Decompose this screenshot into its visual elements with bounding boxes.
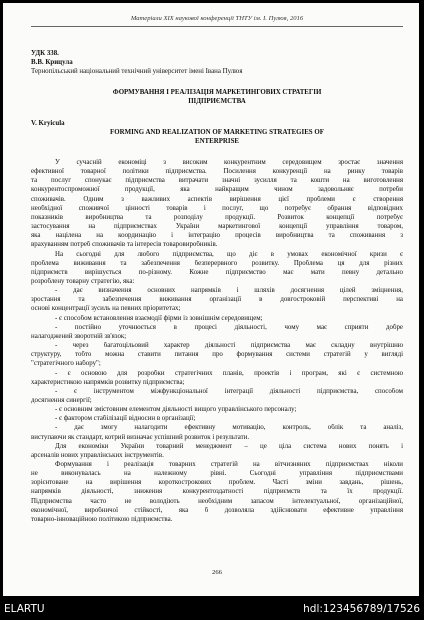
title-ua-line: ФОРМУВАННЯ І РЕАЛІЗАЦІЯ МАРКЕТИНГОВИХ СТРАТЕГІЙ	[112, 89, 322, 96]
repository-name: ELARTU	[4, 603, 45, 615]
body-line: ефективної товарної політики підприємства. Посилення конкуренції на ринку товарів	[31, 168, 403, 176]
body-line: Підприємства часто не володіють необхідним запасом інтелектуальної, організаційної,	[31, 497, 403, 505]
handle-id: hdl:123456789/17526	[303, 603, 420, 615]
body-line: "стратегічного набору";	[31, 360, 101, 368]
body-line: - є фактором стабілізації відносин в організації;	[55, 415, 196, 423]
title-ua-line: ПІДПРИЄМСТВА	[188, 98, 246, 105]
body-line: зорієнтоване на вирішення короткострокових проблем. Часті зміни завдань, рішень,	[31, 479, 403, 487]
body-line: показників виробництва та розподілу продукції. Розвиток концепції потребує	[31, 213, 403, 221]
body-line: - є способом встановлення взаємодії фірми із зовнішнім середовищем;	[55, 314, 263, 322]
body-line: налагоджений зворотній зв'язок;	[31, 332, 127, 340]
body-line: - через багатоцільовий характер діяльності підприємства має складну внутрішню	[55, 342, 403, 349]
body-line: яка націлена на координацію і інтеграцію процесів виробництва та споживання з	[31, 232, 403, 240]
affiliation: Тернопільський національний технічний університет імені Івана Пулюя	[31, 68, 243, 75]
body-line: - є основним змістовним елементом діяльності вищого управлінського персоналу;	[55, 406, 297, 414]
body-line: У сучасній економіці з високим конкурентним середовищем зростає значення	[55, 159, 403, 166]
page-number: 266	[212, 569, 222, 576]
footer-bar	[0, 600, 424, 620]
header-rule	[31, 26, 403, 27]
body-line: - дає визначення основних напрямків і шляхів досягнення цілей зміцнення,	[55, 287, 403, 295]
author-en: V. Kryicula	[31, 120, 65, 127]
body-line: розроблену товарну стратегію, яка:	[31, 277, 135, 285]
body-line: характеристикою напрямків розвитку підприємства;	[31, 378, 185, 386]
body-line: - постійно уточнюється в процесі діяльності, чому має сприяти добре	[55, 323, 403, 331]
body-line: зростання та забезпечення виживання організації в довгостроковій перспективі на	[31, 296, 403, 304]
body-line: та послуг спонукає підприємства витрачати значні зусилля та кошти на виготовлення	[31, 177, 403, 185]
udc-code: УДК 338.	[31, 50, 59, 57]
author-ua: В.В. Крицула	[31, 59, 73, 66]
body-line: - є основою для розробки стратегічних планів, проектів і програм, які є системною	[55, 369, 403, 377]
body-line: На сьогодні для любого підприємства, що діє в умовах економічної кризи є	[55, 250, 403, 258]
body-line: - є інструментом міжфункціональної інтеграції діяльності підприємства, способом	[55, 387, 403, 395]
body-line: виступаючи як стандарт, котрий визначає успішний розвиток і результати.	[31, 433, 250, 441]
title-en-line: ENTERPRISE	[194, 138, 240, 145]
body-line: конкурентоспроможної продукції, яка найкращим чином задовольняє потреби	[31, 186, 403, 194]
body-line: підприємств вирішується по-різному. Кожне підприємство має мати певну детально	[31, 268, 403, 276]
body-line: проблема виживання та забезпечення безперервного розвитку. Проблема ця для різних	[31, 259, 403, 267]
body-line: Формування і реалізація товарних стратегій на вітчизняних підприємствах ніколи	[55, 460, 403, 468]
title-en-line: FORMING AND REALIZATION OF MARKETING STRATEGIES OF	[110, 129, 324, 136]
body-line: застосування на підприємствах України маркетингової концепції управління товаром,	[31, 223, 403, 231]
body-line: споживачів. Одним з важливих аспектів вирішення цієї проблеми є створення	[31, 195, 403, 203]
running-header: Матеріали XIX наукової конференції ТНТУ ім. І. Пулюя, 2016	[130, 15, 304, 22]
body-line: досягнення синергії;	[31, 396, 92, 404]
body-line: не виконувалась на належному рівні. Сьогодні управління підприємствами	[31, 470, 403, 478]
body-line: товарно-інноваційною політикою підприємства.	[31, 515, 173, 523]
document-page	[3, 3, 419, 596]
body-line: арсеналів нових управлінських інструментів.	[31, 451, 164, 459]
body-line: напрямків діяльності, зниження конкурентоздатності підприємств та їх продукції.	[31, 488, 403, 496]
body-line: Для економіки України товарний менеджмент – це ціла система нових понять і	[55, 442, 403, 450]
body-line: структуру, тобто можна ставити питання про формування системи стратегій у вигляді	[31, 351, 403, 359]
body-line: - дає змогу налагодити ефективну мотивацію, контроль, облік та аналіз,	[55, 424, 403, 432]
body-line: необхідної споживчої цінності товарів і послуг, що потребує обрання відповідних	[31, 204, 403, 212]
body-line: економічної, виробничої стійкості, яка б дозволяла здійснювати ефективне управління	[31, 506, 403, 514]
body-line: основі концентрації зусиль на певних пріоритетах;	[31, 305, 181, 313]
body-line: врахуванням потреб споживачів та інтересів товаровиробників.	[31, 241, 218, 249]
